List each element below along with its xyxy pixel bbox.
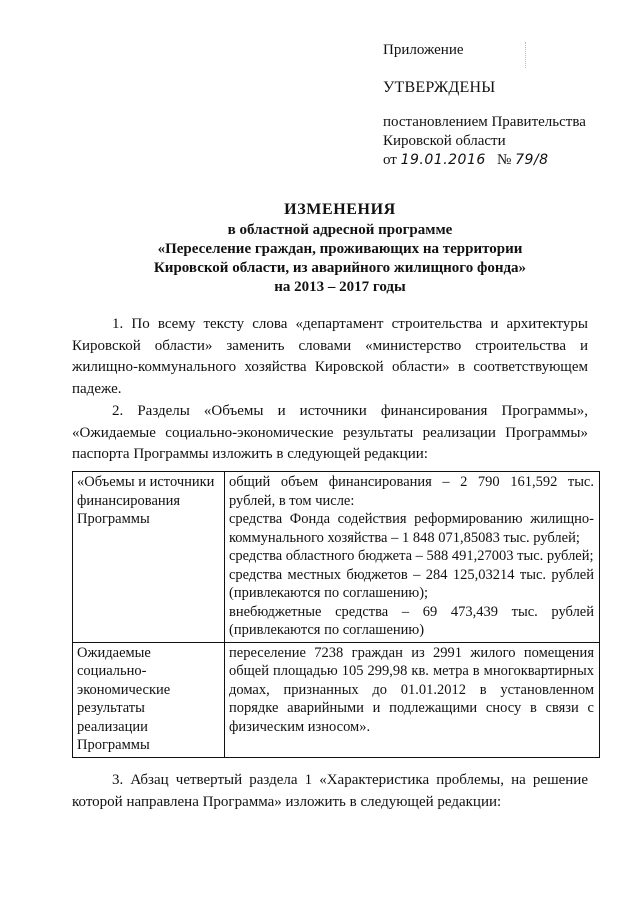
document-heading — [60, 200, 620, 297]
heading-line-3: Кировской области, из аварийного жилищного фонда» — [153, 260, 527, 276]
item-1-text: 1. По всему тексту слова «департамент строительства и архитектуры Кировской области» заменить словами «министерство строительства и жилищно-коммунального хозяйства Кировской области» в соответствующем падеже. — [72, 316, 588, 397]
funding-regional: средства областного бюджета – 588 491,27003 тыс. рублей; — [229, 548, 594, 564]
table-row — [73, 642, 600, 757]
approved-title: УТВЕРЖДЕНЫ — [383, 79, 496, 96]
appendix-label: Приложение — [383, 42, 464, 58]
row-2-label: Ожидаемые социально-экономические результаты реализации Программы — [73, 642, 225, 757]
item-3-paragraph — [72, 770, 588, 813]
item-2-paragraph — [72, 401, 588, 466]
funding-total: общий объем финансирования – 2 790 161,592 тыс. рублей, в том числе: — [229, 474, 594, 509]
heading-line-1: в областной адресной программе — [227, 222, 453, 238]
row-1-label: «Объемы и источники финансирования Программы — [73, 472, 225, 643]
approval-line-1: постановлением Правительства — [383, 114, 586, 130]
item-2-text: 2. Разделы «Объемы и источники финансирования Программы», «Ожидаемые социально-экономические результаты реализации Программы» паспорта Программы изложить в следующей редакции: — [72, 403, 588, 462]
number-prefix: № — [497, 152, 512, 168]
funding-extrabudgetary: внебюджетные средства – 69 473,439 тыс. рублей (привлекаются по соглашению) — [229, 603, 594, 638]
row-1-content — [225, 472, 600, 643]
item-3-text: 3. Абзац четвертый раздела 1 «Характеристика проблемы, на решение которой направлена Программа» изложить в следующей редакции: — [72, 772, 588, 810]
handwritten-number: 79/8 — [515, 152, 549, 168]
passport-table — [72, 471, 600, 758]
row-2-content: переселение 7238 граждан из 2991 жилого помещения общей площадью 105 299,98 кв. метра в многоквартирных домах, признанных до 01.01.2012 в установленном порядке аварийными и подлежащими сносу в связи с физическим износом». — [225, 642, 600, 757]
heading-title: ИЗМЕНЕНИЯ — [284, 201, 396, 218]
approval-block — [383, 41, 623, 170]
heading-line-4: на 2013 – 2017 годы — [274, 279, 406, 295]
heading-line-2: «Переселение граждан, проживающих на территории — [157, 241, 523, 257]
handwritten-date: 19.01.2016 — [400, 152, 486, 168]
approval-line-2: Кировской области — [383, 133, 506, 149]
approval-date-line — [383, 151, 623, 170]
item-1-paragraph — [72, 314, 588, 400]
table-row — [73, 472, 600, 643]
date-prefix: от — [383, 152, 397, 168]
funding-local: средства местных бюджетов – 284 125,03214 тыс. рублей (привлекаются по соглашению); — [229, 566, 594, 601]
funding-fund: средства Фонда содействия реформированию жилищно-коммунального хозяйства – 1 848 071,85083 тыс. рублей; — [229, 511, 594, 546]
